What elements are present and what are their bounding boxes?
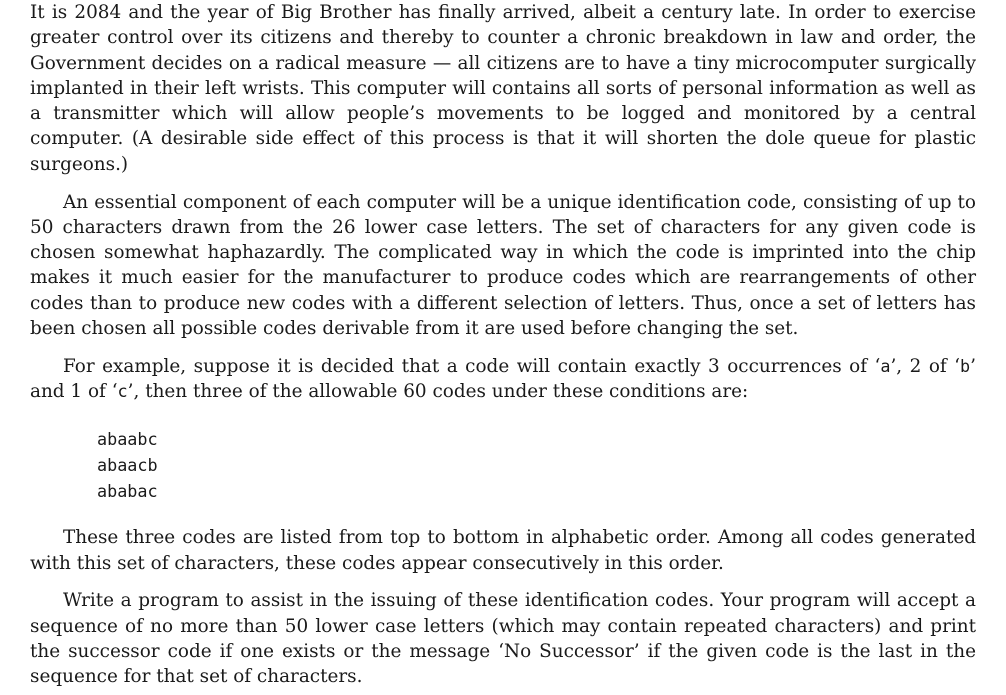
example-text-part-4: ’, then three of the allowable 60 codes under these conditions are: [127,381,749,403]
example-char-c: c [117,381,128,402]
code-item: ababac [97,480,158,501]
order-paragraph: These three codes are listed from top to bottom in alphabetic order. Among all codes generated with this set of characters, these codes appear consecutively in this order. [30,527,976,574]
example-paragraph [30,354,976,405]
example-char-b: b [960,355,971,376]
intro-paragraph: It is 2084 and the year of Big Brother has finally arrived, albeit a century late. In order to exercise greater control over its citizens and thereby to counter a chronic breakdown in law and order, the Government decides on a radical measure — all citizens are to have a tiny microcomputer surgically implanted in their left wrists. This computer will contains all sorts of personal information as well as a transmitter which will allow people’s movements to be logged and monitored by a central computer. (A desirable side effect of this process is that it will shorten the dole queue for plastic surgeons.) [30,2,976,175]
code-description-paragraph: An essential component of each computer will be a unique identification code, consisting of up to 50 characters drawn from the 26 lower case letters. The set of characters for any given code is chosen somewhat haphazardly. The complicated way in which the code is imprinted into the chip makes it much easier for the manufacturer to produce codes which are rearrangements of other codes than to produce new codes with a different selection of letters. Thus, once a set of letters has been chosen all possible codes derivable from it are used before changing the set. [30,191,976,340]
example-text-part-1: For example, suppose it is decided that a code will contain exactly 3 occurrences of ‘ [63,355,881,377]
task-paragraph: Write a program to assist in the issuing of these identification codes. Your program will accept a sequence of no more than 50 lower case letters (which may contain repeated characters) and print the successor code if one exists or the message ‘No Successor’ if the given code is the last in the sequence for that set of characters. [30,590,976,688]
example-text-part-2: ’, 2 of ‘ [890,355,961,377]
code-item: abaabc [97,429,158,450]
example-code-list [97,427,976,504]
example-char-a: a [880,355,891,376]
code-item: abaacb [97,455,158,476]
problem-statement [30,0,976,690]
example-text-part-3: ’ and 1 of ‘ [30,355,976,403]
